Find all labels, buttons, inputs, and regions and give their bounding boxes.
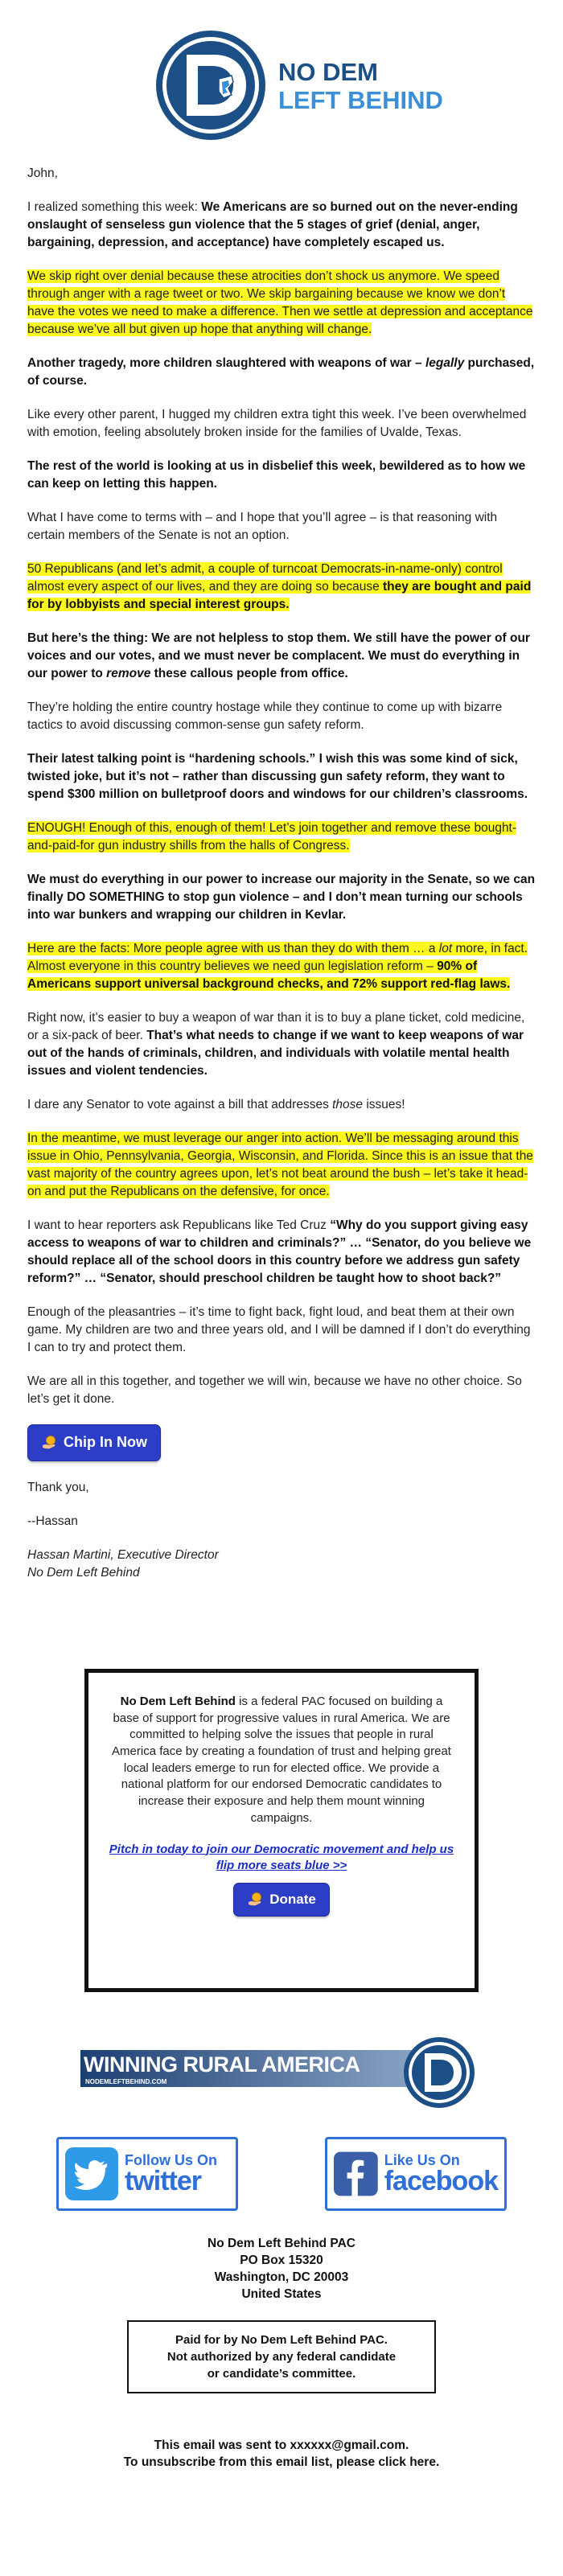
unsubscribe-link[interactable]: To unsubscribe from this email list, please click here. [123,2455,440,2470]
paragraph-7: 50 Republicans (and let’s admit, a couple of turncoat Democrats-in-name-only) control almost every aspect of our lives, and they are doing so because they are bought and paid for by lobbyists and special interest groups. [27,562,532,611]
donate-button[interactable] [233,1883,330,1917]
paragraph-6: What I have come to terms with – and I hope that you’ll agree – is that reasoning with certain members of the Senate is not an option. [27,511,498,542]
paragraph-9: They’re holding the entire country hostage while they continue to come up with bizarre tactics to avoid discussing common-sense gun safety reform. [27,700,503,732]
paid-for-line-1: Paid for by No Dem Left Behind PAC. [175,2333,388,2348]
coin-hand-icon [247,1892,263,1908]
chip-in-button[interactable] [27,1424,161,1461]
brand-line-1: NO DEM [278,58,378,86]
paragraph-2: We skip right over denial because these atrocities don’t shock us anymore. We speed through anger with a rage tweet or two. We skip bargaining because we know we don’t have the votes we need to make a difference. Then we settle at depression and acceptance because we’ve all but given up hope that anything will change. [27,269,533,336]
facebook-big-label: facebook [384,2166,498,2196]
social-links [56,2137,507,2211]
facebook-like-button[interactable] [325,2137,507,2211]
twitter-small-label: Follow Us On [125,2152,217,2168]
paid-for-disclaimer [127,2320,436,2393]
winning-rural-america-banner[interactable] [80,2034,483,2111]
signature [27,1479,536,1582]
sent-to-notice: This email was sent to xxxxxx@gmail.com. [154,2438,409,2453]
address-line-4: United States [241,2287,322,2302]
paragraph-14: Right now, it’s easier to buy a weapon of war than it is to buy a plane ticket, cold medicine, or a six-pack of beer. That’s what needs to change if we want to keep weapons of war out of the hands of criminals, children, and individuals with volatile mental health issues and violent tendencies. [27,1011,525,1078]
donate-label: Donate [269,1892,316,1908]
paragraph-13: Here are the facts: More people agree with us than they do with them … a lot more, in fact. Almost everyone in this country believes we need gun legislation reform – 90% of Americans support universal background checks, and 72% support red-flag laws. [27,942,528,991]
mailing-address [27,2235,536,2303]
address-line-1: No Dem Left Behind PAC [208,2237,355,2250]
facebook-small-label: Like Us On [384,2152,460,2168]
brand-line-2: LEFT BEHIND [278,86,443,114]
twitter-icon [65,2147,118,2200]
chip-in-label: Chip In Now [64,1434,147,1451]
banner-url: NODEMLEFTBEHIND.COM [85,2078,167,2085]
paragraph-18: Enough of the pleasantries – it’s time to fight back, fight loud, and beat them at their own game. My children are two and three years old, and I will be damned if I don’t do everything I can to try and protect them. [27,1305,531,1354]
paragraph-1: I realized something this week: We Americans are so burned out on the never-ending onslaught of senseless gun violence that the 5 stages of grief (denial, anger, bargaining, depression, and acceptance) have completely escaped us. [27,200,518,249]
banner-title: WINNING RURAL AMERICA [84,2052,360,2077]
paragraph-16: In the meantime, we must leverage our anger into action. We’ll be messaging around this issue in Ohio, Pennsylvania, Georgia, Wisconsin, and Florida. Since this is an issue that the vast majority of the country agrees upon, let’s not beat around the bush – let’s take it head-on and put the Republicans on the defensive, for once. [27,1132,533,1198]
paid-for-line-2: Not authorized by any federal candidate [166,2350,397,2364]
paid-for-line-3: or candidate’s committee. [207,2367,356,2381]
coin-hand-icon [41,1435,57,1451]
greeting: John, [27,166,58,180]
paragraph-4: Like every other parent, I hugged my children extra tight this week. I’ve been overwhelmed with emotion, feeling absolutely broken inside for the families of Uvalde, Texas. [27,408,527,439]
address-line-3: Washington, DC 20003 [214,2270,349,2285]
thanks: Thank you, [27,1481,89,1494]
brand-wordmark [278,58,443,114]
letter-body [27,165,536,1408]
paragraph-15: I dare any Senator to vote against a bill that addresses those issues! [27,1098,405,1111]
pac-description: No Dem Left Behind is a federal PAC focused on building a base of support for progressive values in rural America. We are committed to helping solve the issues that people in rural America face by creating a foundation of trust and helping great local leaders emerge to run for elected office. We provide a national platform for our endorsed Democratic candidates to increase their exposure and help them mount winning campaigns. [112,1695,451,1825]
paragraph-5: The rest of the world is looking at us in disbelief this week, bewildered as to how we can keep on letting this happen. [27,459,526,491]
twitter-big-label: twitter [125,2166,201,2196]
header [27,0,536,165]
paragraph-19: We are all in this together, and together we will win, because we have no other choice. So let’s get it done. [27,1374,522,1406]
paragraph-17: I want to hear reporters ask Republicans like Ted Cruz “Why do you support giving easy access to weapons of war to children and criminals?” … “Senator, do you believe we should replace all of the school doors in this country before we address gun safety reform?” … “Senator, should preschool children be taught how to shoot back?” [27,1218,532,1285]
twitter-follow-button[interactable] [56,2137,238,2211]
email-footer [27,2437,536,2495]
paragraph-10: Their latest talking point is “hardening schools.” I wish this was some kind of sick, twisted joke, but it’s not – rather than discussing gun safety reform, they want to spend $300 million on bulletproof doors and windows for our children’s classrooms. [27,752,528,801]
facebook-icon [334,2147,378,2200]
paragraph-12: We must do everything in our power to increase our majority in the Senate, so we can finally DO SOMETHING to stop gun violence – and I don’t mean turning our schools into war bunkers and wrapping our children in Kevlar. [27,873,536,922]
address-line-2: PO Box 15320 [240,2253,323,2268]
pitch-in-link[interactable]: Pitch in today to join our Democratic movement and help us flip more seats blue >> [109,1842,454,1873]
signer-org: No Dem Left Behind [27,1566,140,1580]
pac-info-box [84,1669,479,1992]
paragraph-8: But here’s the thing: We are not helpless to stop them. We still have the power of our voices and our votes, and we must never be complacent. We must do everything in our power to remove these callous people from office. [27,631,530,680]
paragraph-3: Another tragedy, more children slaughtered with weapons of war – legally purchased, of course. [27,356,535,388]
sign-name: --Hassan [27,1514,78,1528]
d-state-logo-icon [154,29,267,142]
signer-title: Hassan Martini, Executive Director [27,1548,219,1562]
paragraph-11: ENOUGH! Enough of this, enough of them! Let’s join together and remove these bought-and-paid-for gun industry shills from the halls of Congress. [27,821,517,853]
